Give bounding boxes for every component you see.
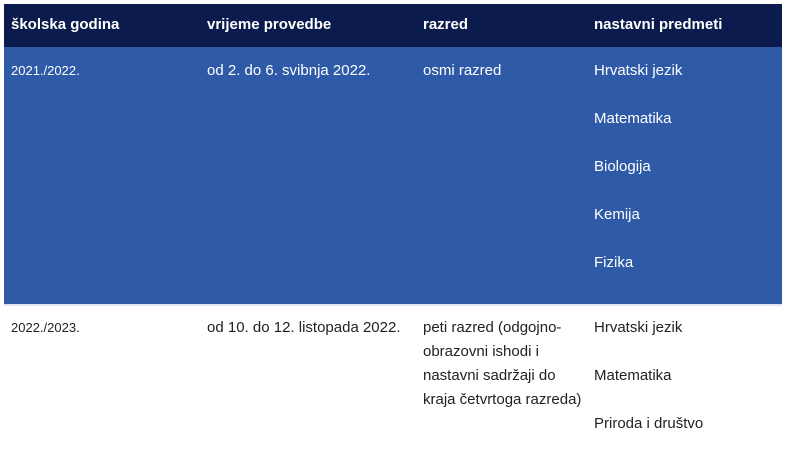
header-school-year: školska godina xyxy=(11,16,120,33)
cell-subjects xyxy=(594,316,703,460)
cell-school-year: 2022./2023. xyxy=(11,320,80,335)
table-header xyxy=(4,4,782,47)
cell-school-year: 2021./2022. xyxy=(11,63,80,78)
cell-period: od 10. do 12. listopada 2022. xyxy=(207,319,401,336)
subject-item: Kemija xyxy=(594,206,640,223)
subject-item: Hrvatski jezik xyxy=(594,319,683,336)
subject-item: Matematika xyxy=(594,367,672,384)
subject-item: Hrvatski jezik xyxy=(594,62,683,79)
subject-item: Priroda i društvo xyxy=(594,415,704,432)
cell-grade: osmi razred xyxy=(423,62,502,79)
header-period: vrijeme provedbe xyxy=(207,16,332,33)
cell-period: od 2. do 6. svibnja 2022. xyxy=(207,62,371,79)
cell-grade: peti razred (odgojno-obrazovni ishodi i nastavni sadržaji do kraja četvrtoga razreda) xyxy=(423,319,582,408)
table-row xyxy=(4,306,782,452)
subject-item: Matematika xyxy=(594,110,672,127)
subject-item: Fizika xyxy=(594,254,634,271)
header-subjects: nastavni predmeti xyxy=(594,16,723,33)
exam-schedule-table xyxy=(4,4,782,452)
cell-subjects xyxy=(594,59,682,299)
header-grade: razred xyxy=(423,16,469,33)
subject-item: Biologija xyxy=(594,158,651,175)
table-row xyxy=(4,47,782,304)
